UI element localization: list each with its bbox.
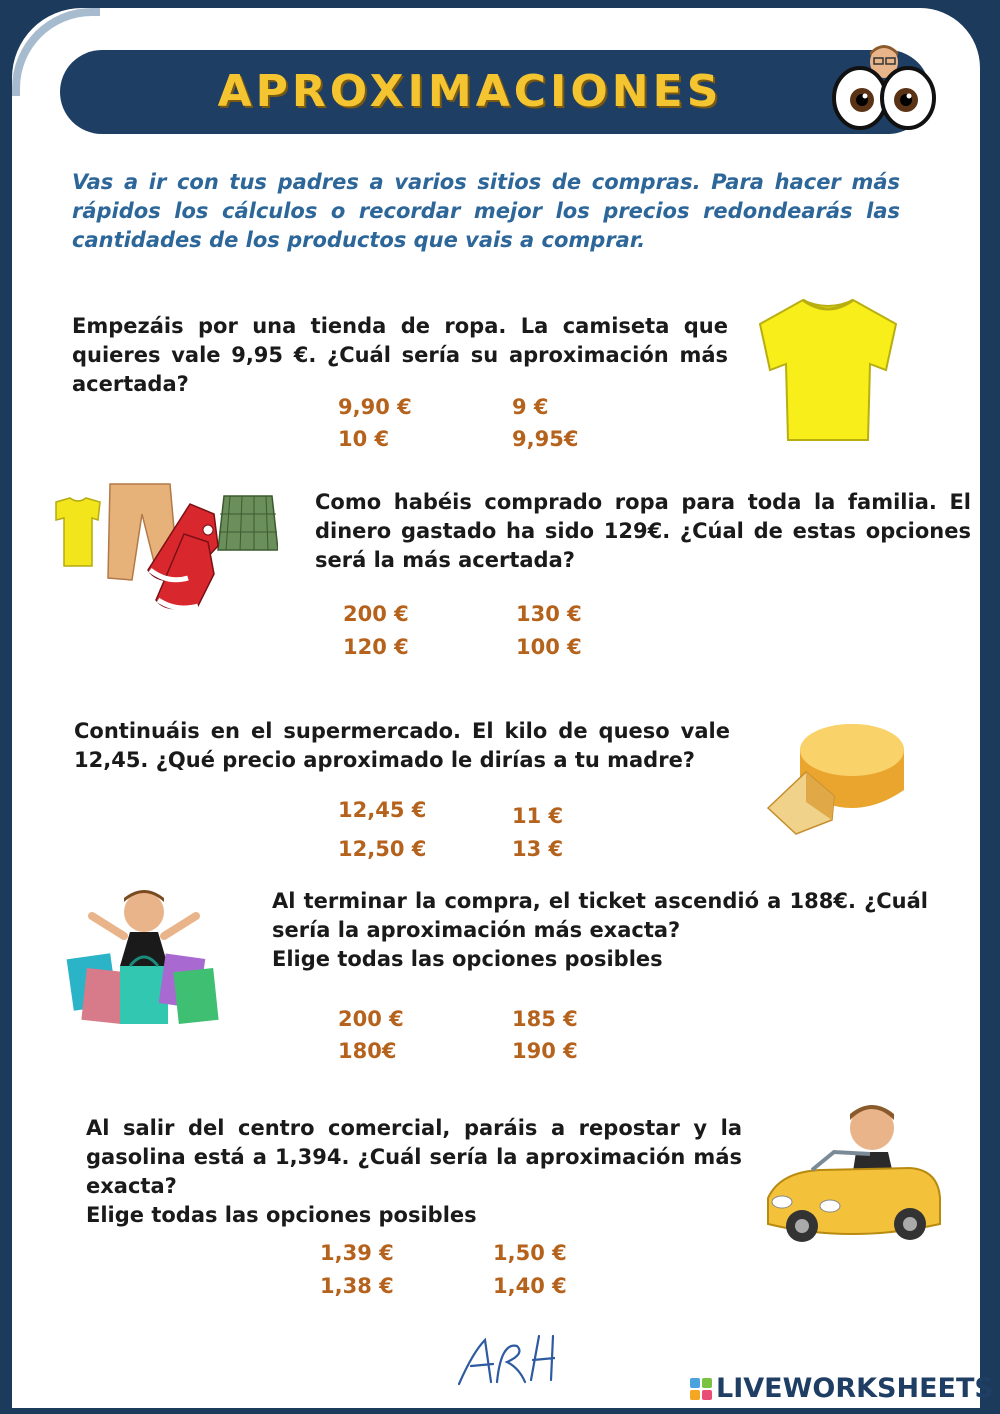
question-1-option-3[interactable]: 10 € bbox=[338, 427, 390, 451]
car-icon bbox=[760, 1098, 944, 1250]
intro-text: Vas a ir con tus padres a varios sitios de compras. Para hacer más rápidos los cálculos o recordar mejor los precios redondearás las cantidades de los productos que vais a comprar. bbox=[72, 170, 900, 252]
question-2-option-3[interactable]: 120 € bbox=[343, 635, 409, 659]
question-4-option-4[interactable]: 190 € bbox=[512, 1039, 578, 1063]
page-title: APROXIMACIONES bbox=[217, 66, 723, 117]
question-3-option-1[interactable]: 12,45 € bbox=[338, 798, 427, 822]
question-2-option-1[interactable]: 200 € bbox=[343, 602, 409, 626]
question-5-option-2[interactable]: 1,50 € bbox=[493, 1241, 567, 1265]
question-4-option-2[interactable]: 185 € bbox=[512, 1007, 578, 1031]
liveworksheets-logo-icon bbox=[690, 1378, 712, 1400]
liveworksheets-brand bbox=[690, 1374, 994, 1404]
tshirt-icon bbox=[758, 294, 898, 442]
question-1-option-2[interactable]: 9 € bbox=[512, 395, 549, 419]
question-5-option-3[interactable]: 1,38 € bbox=[320, 1274, 394, 1298]
question-1-option-1[interactable]: 9,90 € bbox=[338, 395, 412, 419]
eyes-icon bbox=[830, 40, 940, 130]
question-3-option-2[interactable]: 11 € bbox=[512, 804, 564, 828]
title-banner bbox=[60, 50, 930, 134]
question-2-option-2[interactable]: 130 € bbox=[516, 602, 582, 626]
question-1-text: Empezáis por una tienda de ropa. La camiseta que quieres vale 9,95 €. ¿Cuál sería su aproximación más acertada? bbox=[72, 314, 728, 396]
question-3-text: Continuáis en el supermercado. El kilo de queso vale 12,45. ¿Qué precio aproximado le dirías a tu madre? bbox=[74, 719, 730, 772]
clothes-icon bbox=[38, 474, 278, 616]
question-3-option-4[interactable]: 13 € bbox=[512, 837, 564, 861]
question-4-option-3[interactable]: 180€ bbox=[338, 1039, 397, 1063]
question-4-text: Al terminar la compra, el ticket ascendió a 188€. ¿Cuál sería la aproximación más exacta? bbox=[272, 889, 928, 942]
signature-icon bbox=[455, 1332, 555, 1392]
cheese-icon bbox=[762, 716, 908, 838]
brand-text: LIVEWORKSHEETS bbox=[716, 1373, 994, 1404]
question-5-instruction: Elige todas las opciones posibles bbox=[86, 1203, 477, 1227]
question-4-option-1[interactable]: 200 € bbox=[338, 1007, 404, 1031]
question-5-option-4[interactable]: 1,40 € bbox=[493, 1274, 567, 1298]
question-2-text: Como habéis comprado ropa para toda la familia. El dinero gastado ha sido 129€. ¿Cúal de estas opciones será la más acertada? bbox=[315, 490, 971, 572]
question-1-option-4[interactable]: 9,95€ bbox=[512, 427, 579, 451]
question-4-instruction: Elige todas las opciones posibles bbox=[272, 947, 663, 971]
question-2-option-4[interactable]: 100 € bbox=[516, 635, 582, 659]
shopping-bags-icon bbox=[64, 886, 224, 1028]
question-5-text: Al salir del centro comercial, paráis a repostar y la gasolina está a 1,394. ¿Cuál sería la aproximación más exacta? bbox=[86, 1116, 742, 1198]
question-5-option-1[interactable]: 1,39 € bbox=[320, 1241, 394, 1265]
question-3-option-3[interactable]: 12,50 € bbox=[338, 837, 427, 861]
